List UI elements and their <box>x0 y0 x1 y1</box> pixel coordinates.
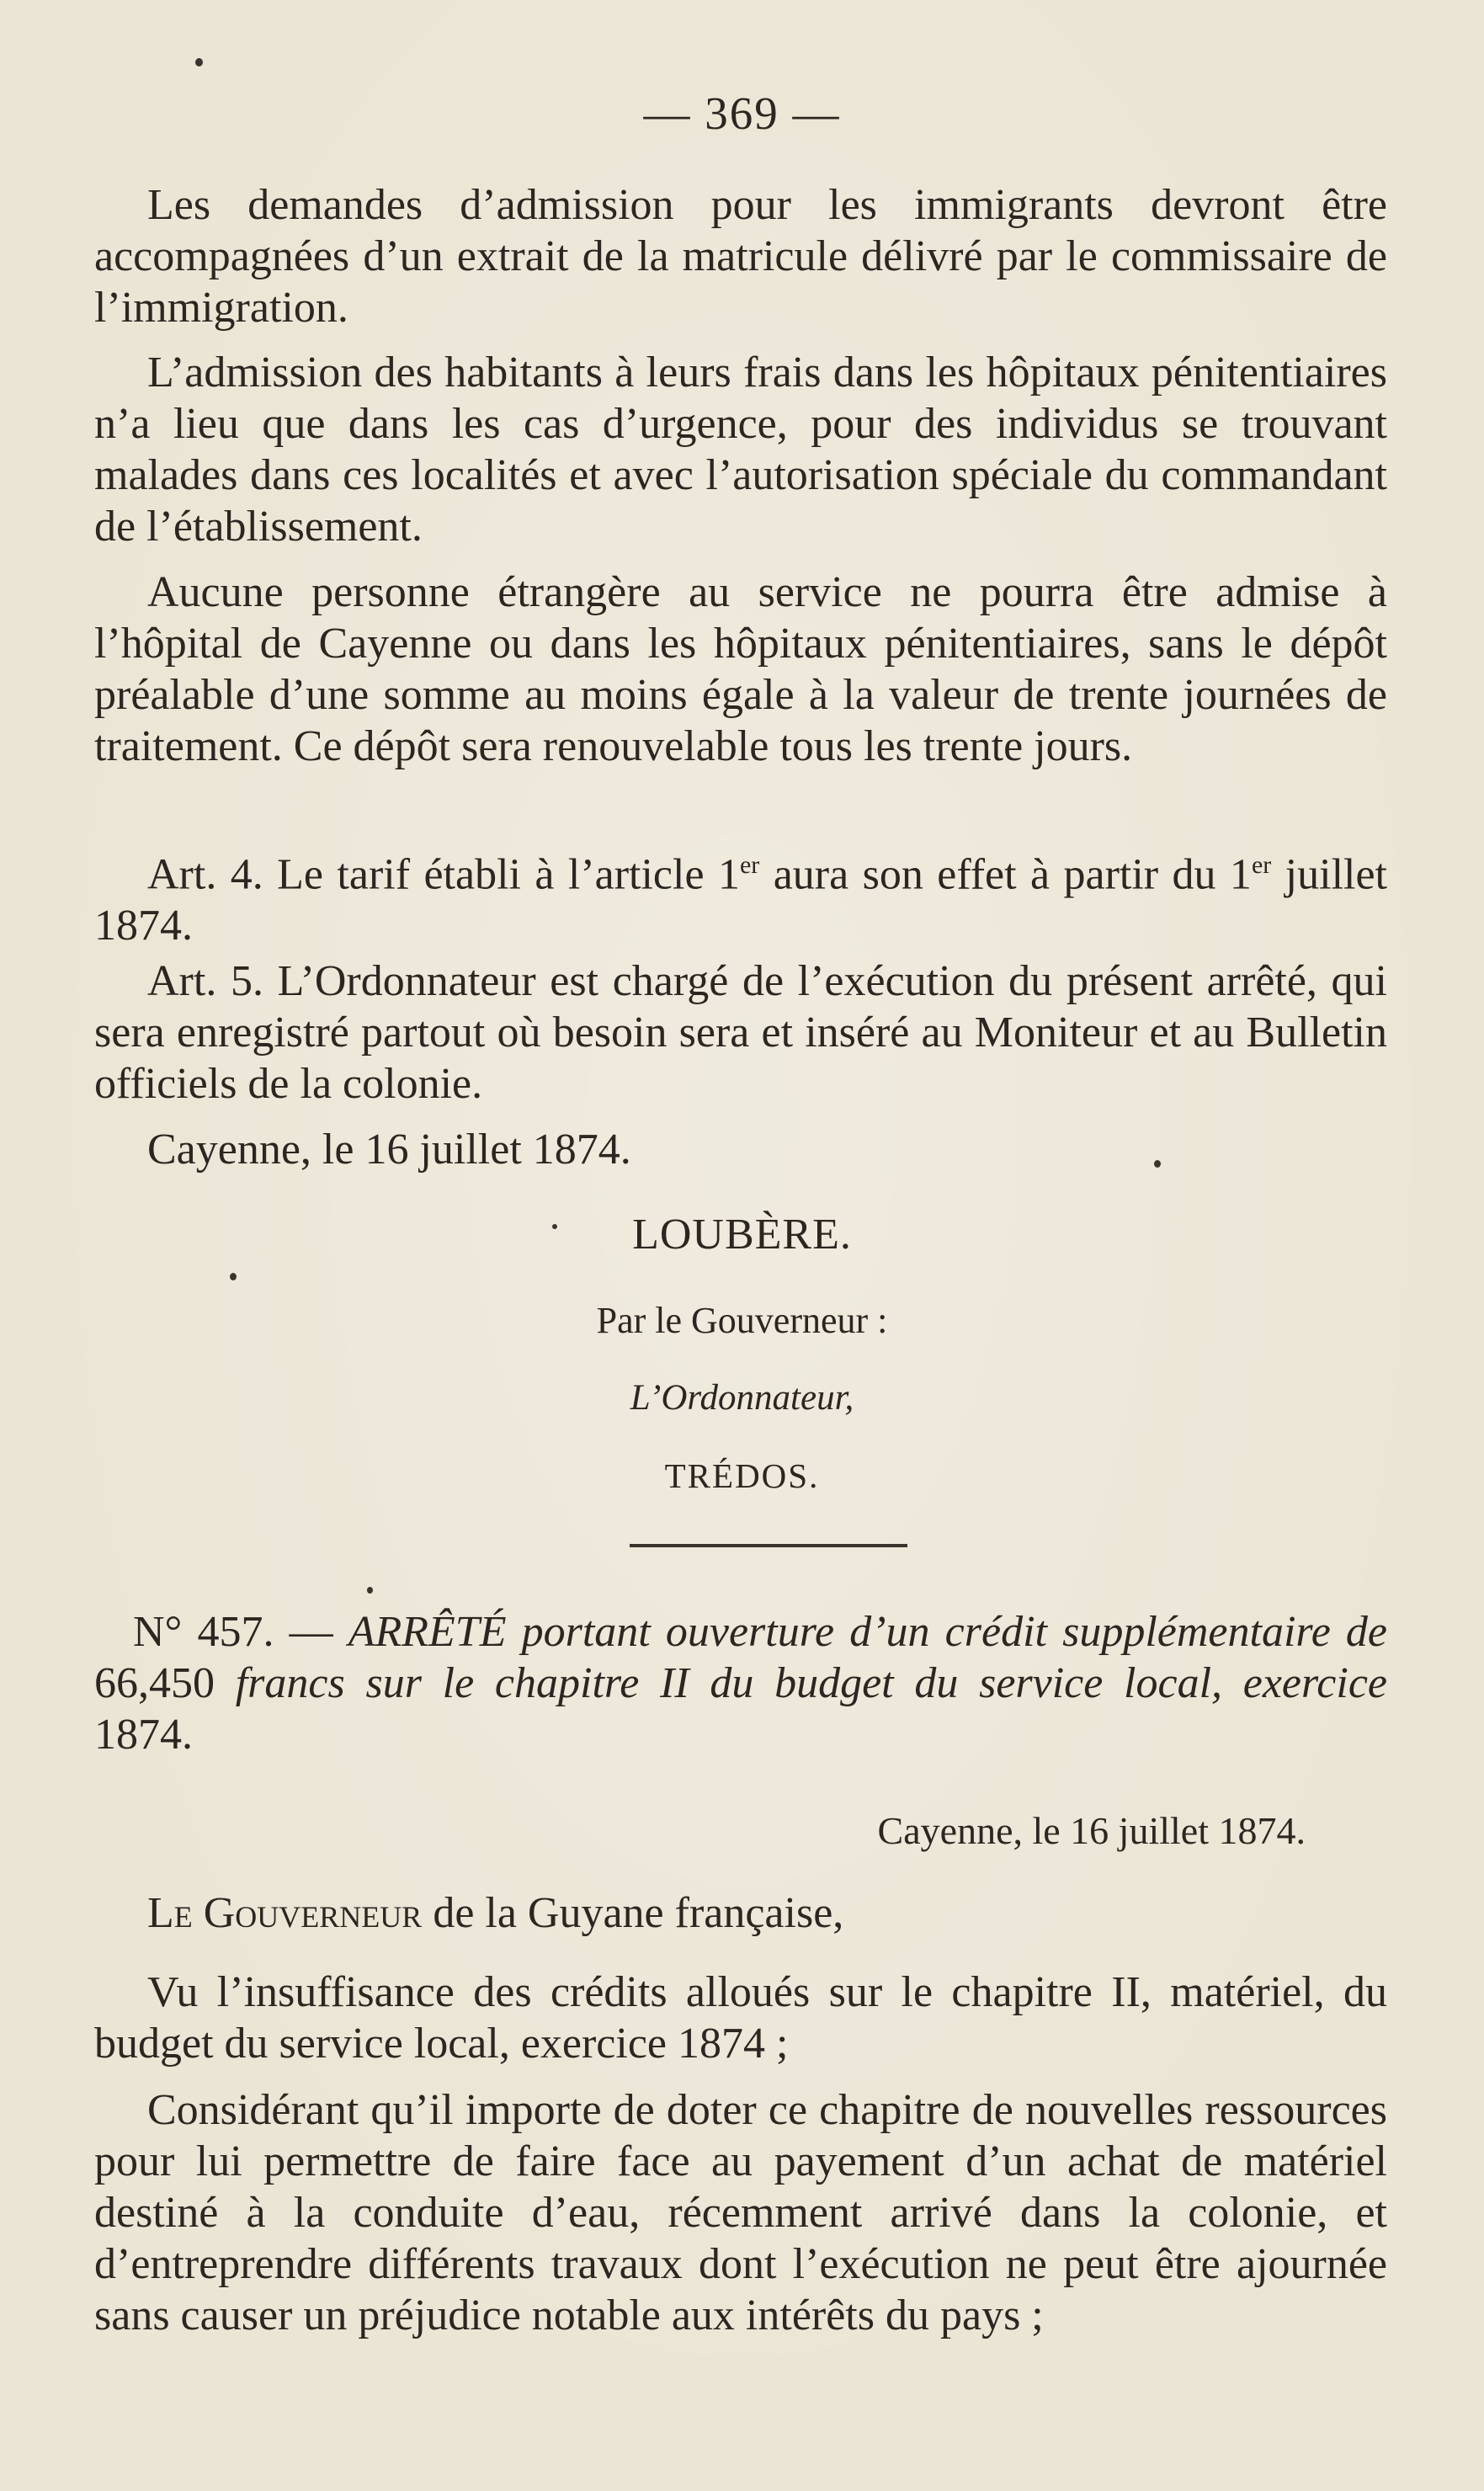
governor-label: Le Gouverneur <box>147 1889 423 1937</box>
article-5: Art. 5. L’Ordonnateur est chargé de l’exécution du présent arrêté, qui sera enregistré partout où besoin sera et inséré au Moniteur et au Bulletin officiels de la colonie. <box>94 957 1387 1108</box>
signature-governor: LOUBÈRE. <box>632 1211 852 1259</box>
article-4-text: aura son effet à partir du 1 <box>759 850 1252 899</box>
arrete-title: ARRÊTÉ portant ouverture d’un crédit supplémentaire de <box>348 1608 1387 1656</box>
paragraph-admission-habitants: L’admission des habitants à leurs frais dans les hôpitaux pénitentiaires n’a lieu que dans les cas d’urgence, pour des individus se trouvant malades dans ces localités et avec l’autorisation spéciale du commandant de l’établissement. <box>94 349 1387 551</box>
governor-heading <box>94 1887 1387 1939</box>
section-divider <box>630 1544 907 1547</box>
arrete-heading <box>94 1606 1387 1760</box>
ink-speck <box>195 58 203 67</box>
paragraph-personne-etrangere: Aucune personne étrangère au service ne pourra être admise à l’hôpital de Cayenne ou dans les hôpitaux pénitentiaires, sans le dépôt préalable d’une somme au moins égale à la valeur de trente journées de traitement. Ce dépôt sera renouvelable tous les trente jours. <box>94 568 1387 770</box>
arrete-number: N° 457. — <box>133 1608 348 1656</box>
governor-rest: de la Guyane française, <box>422 1889 844 1937</box>
arrete-dateline: Cayenne, le 16 juillet 1874. <box>877 1809 1306 1852</box>
arrete-period: . <box>182 1711 193 1759</box>
signature-role: L’Ordonnateur, <box>630 1378 854 1418</box>
article-4-text: juillet 1874. <box>94 850 1387 950</box>
signature-by-line: Par le Gouverneur : <box>596 1300 888 1341</box>
article-4-text: Art. 4. Le tarif établi à l’article 1 <box>147 850 740 899</box>
paragraph-vu: Vu l’insuffisance des crédits alloués sur le chapitre II, matériel, du budget du service local, exercice 1874 ; <box>94 1968 1387 2068</box>
page-number: — 369 — <box>643 88 841 139</box>
paragraph-immigrants: Les demandes d’admission pour les immigrants devront être accompagnées d’un extrait de la matricule délivré par le commissaire de l’immigration. <box>94 181 1387 332</box>
ink-speck <box>367 1587 373 1594</box>
arrete-title: francs sur le chapitre II du budget du service local, exercice <box>215 1659 1387 1707</box>
arrete-amount: 66,450 <box>94 1659 215 1707</box>
closing-date: Cayenne, le 16 juillet 1874. <box>147 1126 631 1174</box>
superscript: er <box>739 851 760 879</box>
paragraph-considerant: Considérant qu’il importe de doter ce chapitre de nouvelles ressources pour lui permettre de faire face au payement d’un achat de matériel destiné à la conduite d’eau, récemment arrivé dans la colonie, et d’entreprendre différents travaux dont l’exécution ne peut être ajournée sans causer un préjudice notable aux intérêts du pays ; <box>94 2086 1387 2339</box>
arrete-year: 1874 <box>94 1711 182 1759</box>
article-4 <box>94 839 1387 951</box>
signature-ordonnateur: TRÉDOS. <box>664 1456 820 1495</box>
ink-speck <box>230 1273 237 1280</box>
superscript: er <box>1251 851 1272 879</box>
